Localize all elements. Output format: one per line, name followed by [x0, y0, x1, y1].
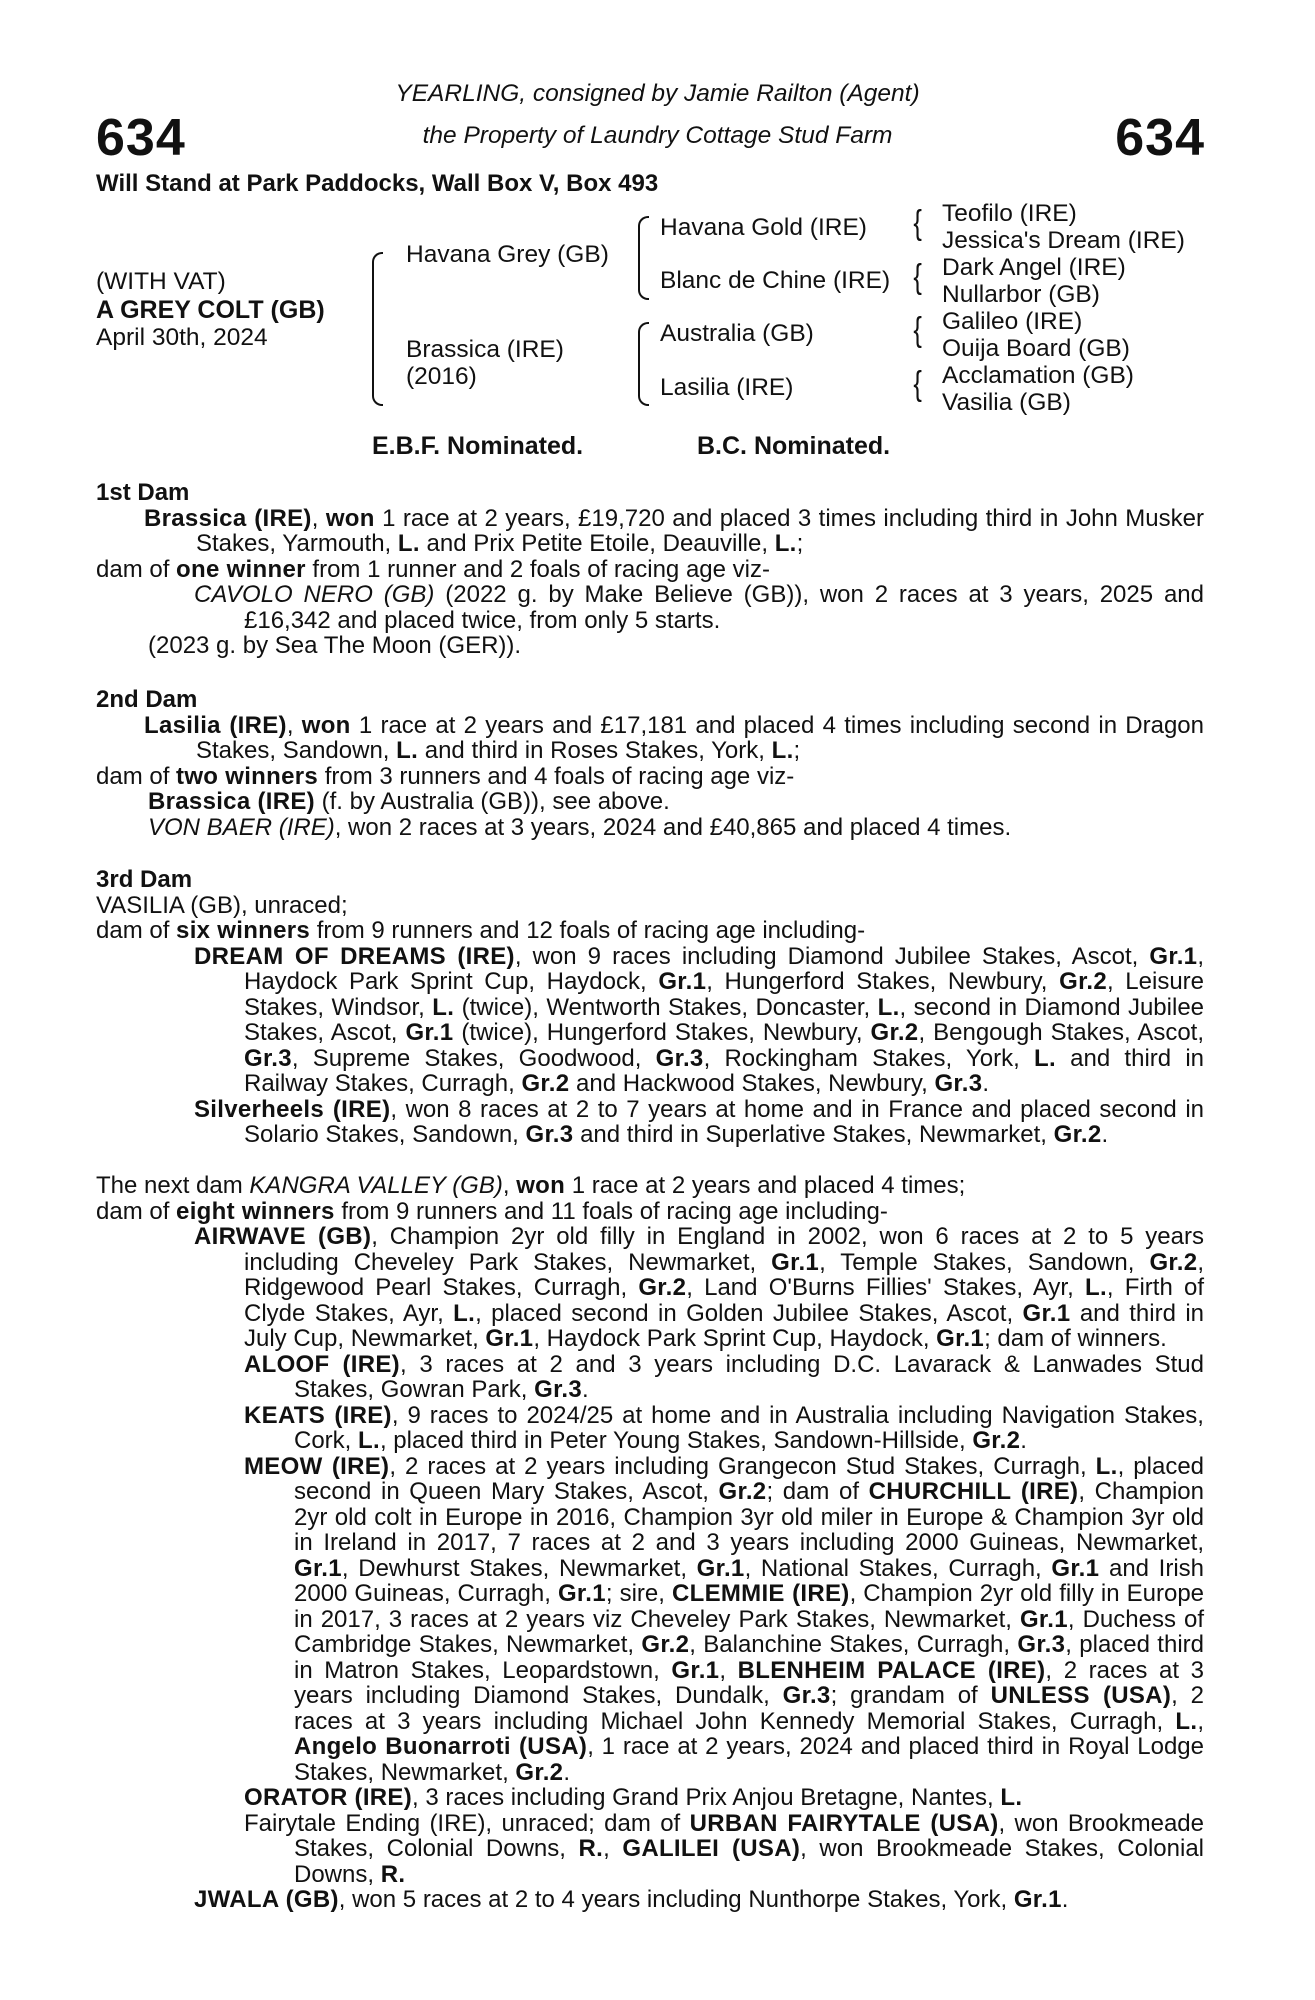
sire-parents-bracket [638, 216, 649, 300]
grade-label: Gr.2 [972, 1427, 1021, 1454]
winners-count: six winners [176, 917, 311, 944]
produce-text: , placed third in Matron Stakes, Leopardstown, [294, 1631, 1204, 1684]
grade-label: Gr.1 [1149, 942, 1198, 970]
produce-text: , placed third in Peter Young Stakes, Sandown-Hillside, [379, 1427, 966, 1454]
produce-text: . [1061, 1886, 1069, 1913]
grade-label: Gr.1 [294, 1554, 342, 1582]
produce-item [96, 1454, 1204, 1786]
grade-label: L. [397, 530, 420, 557]
produce-text: ; dam of winners. [984, 1325, 1167, 1352]
produce-name: AIRWAVE (GB) [194, 1223, 372, 1250]
produce-name: VON BAER (IRE) [148, 813, 335, 841]
grade-label: Gr.1 [1051, 1554, 1100, 1582]
produce-text: . [1101, 1121, 1109, 1148]
lot-number-left: 634 [96, 109, 186, 167]
produce-name: DREAM OF DREAMS (IRE) [194, 942, 515, 970]
next-dam-record: The next dam KANGRA VALLEY (GB), won 1 race at 2 years and placed 4 times; [96, 1172, 966, 1199]
ebf-nomination: E.B.F. Nominated. [372, 432, 584, 460]
bc-nomination: B.C. Nominated. [697, 432, 891, 460]
grade-label: Gr.1 [696, 1554, 745, 1582]
produce-item [96, 1352, 1204, 1403]
sire-sire-dam: Jessica's Dream (IRE) [942, 227, 1185, 254]
produce-name: BLENHEIM PALACE (IRE) [737, 1656, 1046, 1684]
produce-text: ; dam of [766, 1478, 860, 1505]
grade-label: Gr.3 [782, 1682, 831, 1709]
brace-2: { [913, 258, 922, 296]
grade-label: L. [774, 530, 797, 557]
runners-text: from 9 runners and 12 foals of racing age including- [316, 917, 866, 944]
third-dam-record [96, 893, 1204, 919]
grade-label: Gr.2 [641, 1631, 690, 1658]
produce-name: JWALA (GB) [194, 1886, 339, 1913]
produce-text: , [719, 1656, 726, 1684]
second-dam-produce [96, 764, 1204, 790]
produce-text: , placed second in Queen Mary Stakes, Ascot, [294, 1452, 1205, 1505]
first-dam-heading: 1st Dam [96, 479, 190, 506]
dam-parents-bracket [638, 322, 649, 406]
grade-label: L. [1000, 1784, 1023, 1811]
sire-dam-sire: Dark Angel (IRE) [942, 254, 1126, 281]
produce-text: and third in July Cup, Newmarket, [244, 1299, 1204, 1352]
produce-item [96, 582, 1204, 633]
produce-text: , Haydock Park Sprint Cup, Haydock, [533, 1325, 930, 1352]
grade-label: R. [380, 1860, 406, 1888]
produce-name: CLEMMIE (IRE) [671, 1580, 850, 1607]
runners-text: from 1 runner and 2 foals of racing age viz- [312, 555, 770, 583]
produce-text: , Balanchine Stakes, Curragh, [689, 1631, 1011, 1658]
grade-label: Gr.1 [658, 968, 707, 995]
produce-text: , won 8 races at 2 to 7 years at home and in France and placed second in Solario Stakes, Sandown, [244, 1095, 1204, 1148]
record-text: and third in Roses Stakes, York, [424, 737, 765, 764]
record-text: and Prix Petite Etoile, Deauville, [426, 530, 769, 557]
produce-text: (f. by Australia (GB)), see above. [321, 788, 670, 815]
grade-label: L. [1033, 1044, 1056, 1072]
produce-text: , 2 races at 3 years including Michael John Kennedy Memorial Stakes, Curragh, [294, 1682, 1205, 1735]
produce-text: and third in Superlative Stakes, Newmarket, [580, 1121, 1047, 1148]
produce-text: , Firth of Clyde Stakes, Ayr, [244, 1274, 1205, 1327]
record-text: ; [796, 530, 804, 557]
grade-label: L. [358, 1427, 380, 1454]
grade-label: Gr.2 [515, 1758, 564, 1786]
grade-label: L. [432, 993, 455, 1021]
produce-name: UNLESS (USA) [990, 1682, 1172, 1709]
sire-dam-bracket [372, 252, 383, 406]
produce-item [96, 944, 1204, 1097]
dam-dam: Lasilia (IRE) [660, 374, 794, 401]
produce-text: . [563, 1758, 570, 1786]
produce-text: , Leisure Stakes, Windsor, [244, 968, 1205, 1021]
first-dam-name: Brassica (IRE) [144, 504, 312, 532]
dam-dam-sire: Acclamation (GB) [942, 362, 1134, 389]
record-text: ; [793, 737, 801, 764]
grade-label: Gr.3 [655, 1044, 704, 1072]
produce-item [96, 815, 1204, 841]
lot-number-right: 634 [1115, 109, 1205, 167]
produce-text: Fairytale Ending (IRE), unraced; dam of [244, 1809, 681, 1837]
produce-text: , won Brookmeade Stakes, Colonial Downs, [294, 1835, 1204, 1888]
produce-name: GALILEI (USA) [622, 1835, 801, 1862]
grade-label: L. [877, 993, 900, 1021]
grade-label: Gr.1 [1019, 1605, 1068, 1633]
produce-text: , National Stakes, Curragh, [744, 1554, 1042, 1582]
produce-text: , 2 races at 3 years including Diamond Stakes, Dundalk, [294, 1656, 1205, 1709]
produce-text: , 3 races at 2 and 3 years including D.C. Lavarack & Lanwades Stud Stakes, Gowran Park, [294, 1350, 1205, 1403]
runners-text: from 3 runners and 4 foals of racing age viz- [324, 762, 795, 790]
horse-name: A GREY COLT (GB) [96, 296, 325, 324]
dam-sire: Australia (GB) [660, 320, 814, 347]
produce-name: ALOOF (IRE) [244, 1350, 400, 1378]
grade-label: Gr.3 [934, 1070, 983, 1097]
produce-text: , Champion 2yr old filly in Europe in 2017, 3 races at 2 years viz Cheveley Park Stakes, Newmarket, [294, 1580, 1205, 1633]
sire: Havana Grey (GB) [406, 241, 609, 268]
second-dam-record: Lasilia (IRE), won 1 race at 2 years and £17,181 and placed 4 times including second in Dragon Stakes, Sandown, L. and third in Roses Stakes, York, L.; [144, 711, 1204, 764]
produce-text: , [1197, 1707, 1204, 1735]
dam-of-label: dam of [96, 555, 170, 583]
grade-label: Gr.3 [534, 1376, 583, 1403]
sire-dam: Blanc de Chine (IRE) [660, 267, 891, 294]
dam: Brassica (IRE) [406, 336, 564, 363]
produce-text: , won 5 races at 2 to 4 years including Nunthorpe Stakes, York, [338, 1886, 1008, 1913]
produce-text: , Temple Stakes, Sandown, [819, 1248, 1135, 1276]
grade-label: Gr.2 [1059, 968, 1108, 995]
produce-text: and Irish 2000 Guineas, Curragh, [294, 1554, 1205, 1607]
produce-text: , Champion 2yr old colt in Europe in 2016, Champion 3yr old miler in Europe & Champion 3yr old in Ireland in 2017, 7 races at 2 and 3 years including 2000 Guineas, Newmarket, [294, 1478, 1205, 1556]
produce-item [96, 633, 1204, 659]
grade-label: L. [396, 737, 419, 764]
produce-text: , 2 races at 2 years including Grangecon Stud Stakes, Curragh, [389, 1452, 1087, 1480]
grade-label: Gr.1 [1022, 1299, 1071, 1327]
winners-count: two winners [176, 762, 319, 790]
produce-name: Silverheels (IRE) [194, 1095, 391, 1123]
dam-of-label: dam of [96, 917, 170, 944]
sire-sire: Havana Gold (IRE) [660, 214, 867, 241]
grade-label: Gr.1 [671, 1656, 720, 1684]
grade-label: Gr.1 [405, 1019, 454, 1046]
produce-text: ; grandam of [830, 1682, 978, 1709]
consignor-line: YEARLING, consigned by Jamie Railton (Agent) [395, 80, 920, 107]
produce-item [96, 1224, 1204, 1352]
produce-text: , Ridgewood Pearl Stakes, Curragh, [244, 1248, 1205, 1301]
produce-text: (2022 g. by Make Believe (GB)), won 2 races at 3 years, 2025 and £16,342 and placed twice, from only 5 starts. [244, 581, 1204, 634]
brace-1: { [913, 204, 922, 242]
dam-sire-dam: Ouija Board (GB) [942, 335, 1130, 362]
produce-text: , placed second in Golden Jubilee Stakes, Ascot, [475, 1299, 1014, 1327]
produce-text: and third in Railway Stakes, Curragh, [244, 1044, 1205, 1097]
first-dam-section [96, 480, 1204, 659]
third-dam-produce [96, 918, 1204, 944]
grade-label: Gr.2 [638, 1274, 687, 1301]
produce-item [96, 789, 1204, 815]
grade-label: Gr.2 [1149, 1248, 1198, 1276]
won-label: won [301, 711, 351, 739]
produce-name: KEATS (IRE) [244, 1401, 392, 1429]
grade-label: Gr.2 [521, 1070, 570, 1097]
second-dam-section [96, 687, 1204, 840]
produce-name: Brassica (IRE) [148, 788, 315, 815]
produce-text: , [603, 1835, 610, 1862]
sire-sire-sire: Teofilo (IRE) [942, 200, 1077, 227]
record-text: 1 race at 2 years, £19,720 and placed 3 times including third in John Musker Stakes, Yarmouth, [196, 504, 1204, 557]
produce-text: . [582, 1376, 589, 1403]
grade-label: L. [771, 737, 794, 764]
grade-label: L. [1175, 1707, 1198, 1735]
produce-text: ; sire, [605, 1580, 665, 1607]
produce-text: , Rockingham Stakes, York, [703, 1044, 1020, 1072]
winners-count: one winner [176, 555, 306, 583]
produce-text: , Land O'Burns Fillies' Stakes, Ayr, [686, 1274, 1074, 1301]
runners-text: from 9 runners and 11 foals of racing age including- [341, 1197, 888, 1225]
grade-label: Gr.1 [557, 1580, 606, 1607]
produce-text: (twice), Wentworth Stakes, Doncaster, [461, 993, 871, 1021]
vat-note: (WITH VAT) [96, 268, 226, 295]
first-dam-produce [96, 557, 1204, 583]
grade-label: R. [578, 1835, 604, 1862]
produce-item [96, 1887, 1204, 1913]
produce-text: , won 9 races including Diamond Jubilee Stakes, Ascot, [514, 942, 1139, 970]
produce-item [96, 1097, 1204, 1148]
grade-label: Gr.3 [1017, 1631, 1066, 1658]
produce-name: MEOW (IRE) [244, 1452, 390, 1480]
winners-count: eight winners [176, 1197, 335, 1225]
grade-label: Gr.3 [525, 1121, 574, 1148]
first-dam-record: Brassica (IRE), won 1 race at 2 years, £19,720 and placed 3 times including third in John Musker Stakes, Yarmouth, L. and Prix Petite Etoile, Deauville, L.; [144, 504, 1204, 557]
sire-dam-dam: Nullarbor (GB) [942, 281, 1100, 308]
dam-dam-dam: Vasilia (GB) [942, 389, 1071, 416]
grade-label: Gr.2 [870, 1019, 919, 1046]
produce-text: , Bengough Stakes, Ascot, [918, 1019, 1205, 1046]
second-dam-heading: 2nd Dam [96, 686, 198, 713]
produce-text: , Haydock Park Sprint Cup, Haydock, [244, 942, 1204, 995]
dam-of-label: dam of [96, 1197, 170, 1225]
record-text: 1 race at 2 years and placed 4 times; [571, 1172, 966, 1199]
produce-text: , second in Diamond Jubilee Stakes, Ascot, [244, 993, 1205, 1046]
produce-text: , Duchess of Cambridge Stakes, Newmarket, [294, 1605, 1204, 1658]
produce-text: , Supreme Stakes, Goodwood, [291, 1044, 642, 1072]
produce-text: . [1020, 1427, 1027, 1454]
produce-item [96, 1403, 1204, 1454]
produce-text: , Hungerford Stakes, Newbury, [706, 968, 1048, 995]
produce-text: (twice), Hungerford Stakes, Newbury, [461, 1019, 863, 1046]
produce-text: , 9 races to 2024/25 at home and in Australia including Navigation Stakes, Cork, [294, 1401, 1204, 1454]
dam-sire-sire: Galileo (IRE) [942, 308, 1083, 335]
produce-item [96, 1811, 1204, 1888]
grade-label: Gr.2 [1053, 1121, 1102, 1148]
third-dam-name: VASILIA (GB), unraced; [96, 891, 348, 919]
third-dam-heading: 3rd Dam [96, 866, 193, 893]
grade-label: L. [1084, 1274, 1107, 1301]
produce-text: and Hackwood Stakes, Newbury, [576, 1070, 928, 1097]
grade-label: Gr.2 [718, 1478, 767, 1505]
dam-of-label: dam of [96, 762, 170, 790]
won-label: won [325, 504, 375, 532]
next-dam-section [96, 1173, 1204, 1913]
produce-text: , won 2 races at 3 years, 2024 and £40,865 and placed 4 times. [334, 813, 1012, 841]
produce-item [96, 1785, 1204, 1811]
produce-name: URBAN FAIRYTALE (USA) [689, 1809, 999, 1837]
second-dam-name: Lasilia (IRE) [144, 711, 287, 739]
produce-text: , 1 race at 2 years, 2024 and placed third in Royal Lodge Stakes, Newmarket, [294, 1733, 1205, 1786]
next-dam-name: KANGRA VALLEY (GB) [249, 1172, 503, 1199]
produce-text: , 3 races including Grand Prix Anjou Bretagne, Nantes, [412, 1784, 994, 1811]
produce-name: CHURCHILL (IRE) [868, 1478, 1079, 1505]
record-text: 1 race at 2 years and £17,181 and placed 4 times including second in Dragon Stakes, Sandown, [196, 711, 1204, 764]
foaling-date: April 30th, 2024 [96, 324, 268, 351]
grade-label: L. [453, 1299, 476, 1327]
produce-text: , Dewhurst Stakes, Newmarket, [341, 1554, 687, 1582]
next-dam-produce [96, 1199, 1204, 1225]
produce-name: ORATOR (IRE) [244, 1784, 413, 1811]
produce-text: (2023 g. by Sea The Moon (GER)). [148, 632, 522, 659]
next-dam-intro: The next dam [96, 1172, 243, 1199]
grade-label: Gr.1 [771, 1248, 820, 1276]
grade-label: Gr.1 [1013, 1886, 1062, 1913]
brace-3: { [913, 311, 922, 349]
dam-year: (2016) [406, 363, 477, 390]
grade-label: Gr.3 [244, 1044, 292, 1072]
produce-text: , won Brookmeade Stakes, Colonial Downs, [294, 1809, 1205, 1862]
grade-label: Gr.1 [936, 1325, 985, 1352]
produce-text: , Champion 2yr old filly in England in 2002, won 6 races at 2 to 5 years including Cheveley Park Stakes, Newmarket, [244, 1223, 1204, 1276]
property-line: the Property of Laundry Cottage Stud Farm [422, 122, 893, 149]
third-dam-section [96, 867, 1204, 1148]
stand-location: Will Stand at Park Paddocks, Wall Box V, Box 493 [96, 170, 659, 197]
produce-name: CAVOLO NERO (GB) [194, 581, 435, 608]
won-label: won [516, 1172, 566, 1199]
grade-label: L. [1095, 1452, 1118, 1480]
grade-label: Gr.1 [485, 1325, 534, 1352]
produce-name: Angelo Buonarroti (USA) [294, 1733, 588, 1760]
brace-4: { [913, 365, 922, 403]
produce-text: . [982, 1070, 990, 1097]
